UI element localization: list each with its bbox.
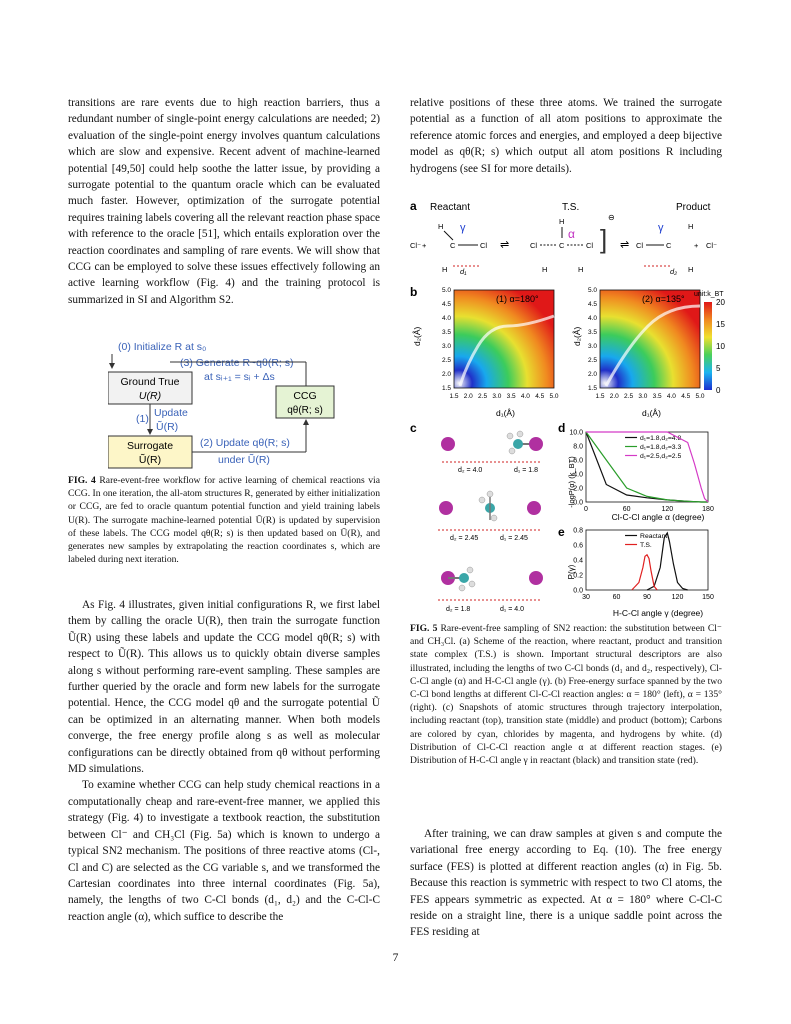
fig4-init: (0) Initialize R at s₀ xyxy=(118,341,207,353)
fes-y-tick: 4.5 xyxy=(587,301,597,308)
c-top-d1: d₁ = 1.8 xyxy=(514,467,538,474)
ts-h-bottom: H xyxy=(542,265,548,274)
d2-label-product: d₂ xyxy=(670,267,678,276)
ts-h-top: H xyxy=(559,217,565,226)
fes-y-tick: 4.0 xyxy=(441,315,451,322)
y-tick-label: 10.0 xyxy=(569,429,583,437)
y-tick-label: 0.8 xyxy=(573,527,583,535)
product-h-bottom: H xyxy=(688,265,694,274)
figure-5 xyxy=(408,196,726,620)
equilibrium-arrow-1: ⇌ xyxy=(500,239,510,251)
fes-x-tick: 2.5 xyxy=(624,393,634,400)
y-tick-label: 0.6 xyxy=(573,542,583,550)
page-number: 7 xyxy=(392,952,399,964)
paragraph: transitions are rare events due to high reaction barriers, thus a redundant number of single-point energy calculations are needed; 2) evaluation of the single-point energy involves quantum calculations which are slow and expensive. Recent advent of machine-learned potential [49,50] could help soothe the latter issue, by providing a surrogate potential to the quantum oracle which can be evaluated much faster. However, optimization of the surrogate potential requires training labels covering all the relevant reaction phase space with reference to the oracle [51], which entails exploration over the reaction coordinates and sampling of rare events. We will show that CCG can be employed to solve these issues effectively following an active learning workflow (Fig. 4) and the training protocol is summarized in SI and Algorithm S2. xyxy=(68,97,380,306)
d1-label-reactant: d₁ xyxy=(460,267,467,276)
series-line xyxy=(586,432,708,502)
x-tick-label: 120 xyxy=(661,506,674,513)
c-bot-d1: d₁ = 4.0 xyxy=(500,606,524,613)
paragraph: After training, we can draw samples at given s and compute the variational free energy according to Eq. (10). The free energy surface (FES) is plotted at different reaction angles (α) in Fig. 5b. Because this reaction is symmetric with respect to two Cl atoms, the FES appears symmetric as expected. At α = 180° where C-Cl-C reside on a straight line, there is a unique saddle point across the FES residing at xyxy=(410,828,722,939)
x-tick-label: 90 xyxy=(643,594,651,601)
right-column-top xyxy=(410,95,722,177)
y-tick-label: 6.0 xyxy=(573,457,583,465)
fes-x-tick: 5.0 xyxy=(549,393,559,400)
figure-4-workflow xyxy=(108,338,338,473)
gamma-label-reactant: γ xyxy=(460,222,466,234)
fes1-label: (1) α=180° xyxy=(496,294,539,304)
c-mid-d2: d₂ = 2.45 xyxy=(450,535,479,542)
left-column-top xyxy=(68,95,380,308)
legend-label: T.S. xyxy=(640,542,652,549)
ground-true-label: Ground True xyxy=(120,376,180,388)
series-line xyxy=(632,555,657,590)
fes-y-tick: 4.5 xyxy=(441,301,451,308)
fes-y-tick: 3.5 xyxy=(441,329,451,336)
reaction-scheme xyxy=(410,213,717,276)
fes-y-tick: 1.5 xyxy=(441,385,451,392)
fig4-update2: (2) Update qθ(R; s) xyxy=(200,437,290,449)
colorbar-tick: 0 xyxy=(716,386,721,395)
surrogate-label: Surrogate xyxy=(126,440,174,452)
right-column-bottom xyxy=(410,826,722,941)
fig4-caption-label: FIG. 4 xyxy=(68,475,96,486)
figure-5-caption xyxy=(410,622,722,767)
fes-plot-1 xyxy=(454,290,554,388)
series-line xyxy=(586,432,708,502)
y-tick-label: 0.0 xyxy=(573,587,583,595)
left-column-bottom xyxy=(68,597,380,925)
x-tick-label: 150 xyxy=(702,594,714,601)
fes-x-tick: 3.0 xyxy=(638,393,648,400)
ground-true-fn: U(R) xyxy=(138,390,162,402)
x-tick-label: 120 xyxy=(671,594,684,601)
y-tick-label: 8.0 xyxy=(573,443,583,451)
y-tick-label: 2.0 xyxy=(573,485,583,493)
colorbar-tick: 10 xyxy=(716,342,725,351)
fes-x-tick: 4.0 xyxy=(520,393,530,400)
legend-label: d₁=1.8,d₂=3.3 xyxy=(640,444,682,451)
fes-y-tick: 3.0 xyxy=(441,343,451,350)
ccg-fn: qθ(R; s) xyxy=(287,405,323,416)
fes1-xlabel: d₁(Å) xyxy=(496,408,515,418)
y-tick-label: 0.4 xyxy=(573,557,583,565)
x-tick-label: 30 xyxy=(582,594,590,601)
paragraph: relative positions of these three atoms. We trained the surrogate potential as a function of all atom positions to approximate the reference atomic forces and energies, and employed a deep bijective model as qθ(R; s) which output all atom positions R including hydrogens (see SI for more details). xyxy=(410,97,722,175)
fes-x-tick: 4.5 xyxy=(535,393,545,400)
snapshot-product xyxy=(438,567,543,613)
fes-x-tick: 4.5 xyxy=(681,393,691,400)
reactant-c: C xyxy=(450,241,456,250)
legend-label: d₁=2.5,d₂=2.5 xyxy=(640,453,682,460)
fes-x-tick: 1.5 xyxy=(449,393,459,400)
fig4-generate: (3) Generate R~qθ(R; s) xyxy=(180,357,294,369)
plot-frame xyxy=(586,432,708,502)
panel-a-label: a xyxy=(410,199,417,213)
gamma-label-product: γ xyxy=(658,222,664,234)
snapshot-reactant xyxy=(441,431,543,474)
colorbar-tick: 15 xyxy=(716,320,725,329)
ts-bracket: ] xyxy=(600,224,608,254)
fig4-update1-num: (1) xyxy=(136,413,149,425)
plus-sign: + xyxy=(422,241,427,250)
e-xlabel: H-C-Cl angle γ (degree) xyxy=(612,608,704,618)
product-plus: + xyxy=(694,241,699,250)
fes-x-tick: 2.0 xyxy=(463,393,473,400)
c-top-d2: d₂ = 4.0 xyxy=(458,467,483,474)
fig5-caption-label: FIG. 5 xyxy=(410,623,438,634)
fig4-update1-fn: Ũ(R) xyxy=(156,421,179,433)
fig4-under: under Ũ(R) xyxy=(218,454,270,466)
series-line xyxy=(586,432,708,502)
chart-e xyxy=(573,528,714,602)
panel-c-label: c xyxy=(410,421,417,435)
x-tick-label: 180 xyxy=(702,506,714,513)
e-ylabel: P(γ) xyxy=(567,564,576,580)
fes-x-tick: 3.0 xyxy=(492,393,502,400)
colorbar xyxy=(704,302,712,390)
product-cl-minus: Cl⁻ xyxy=(706,241,718,250)
fes-y-tick: 5.0 xyxy=(587,287,597,294)
reactant-title: Reactant xyxy=(430,202,471,213)
fes-y-tick: 3.0 xyxy=(587,343,597,350)
reactant-h-top: H xyxy=(438,222,444,231)
fes-y-tick: 2.0 xyxy=(441,371,451,378)
alpha-label: α xyxy=(568,227,575,241)
colorbar-tick: 20 xyxy=(716,298,725,307)
ts-h-bottom-right: H xyxy=(578,265,584,274)
ts-cl-left: Cl xyxy=(530,241,538,250)
panel-e-label: e xyxy=(558,525,565,539)
fes-y-tick: 2.5 xyxy=(441,357,451,364)
fig5-caption-text: Rare-event-free sampling of SN2 reaction: the substitution between Cl⁻ and CH₃Cl. (a) Scheme of the reaction, where reactant, product and transition state complex (T.S.) is shown. Important structural descriptors are also illustrated, including the lengths of two C-Cl bonds (d₁ and d₂, respectively), Cl-C-Cl angle (α) and H-C-Cl angle (γ). (b) Free-energy surface spanned by the two C-Cl bond lengths at different Cl-C-Cl reaction angles: α = 180° (left), α = 135° (right). (c) Snapshots of atomic structures through trajectory interpolation, including reactant (top), transition state (middle) and product (bottom); Carbons are colored by cyan, chlorides by magenta, and hydrogens by white. (d) Distribution of Cl-C-Cl reaction angle α at different reaction stages. (e) Distribution of H-C-Cl angle γ in reactant (black) and transition state (red). xyxy=(410,623,722,767)
fes1-ylabel: d₂(Å) xyxy=(412,326,422,346)
fig4-caption-text: Rare-event-free workflow for active learning of chemical reactions via CCG. In one iteration, the all-atom structures R, generated by either initialization or CCG, are fed to oracle quantum potential function and yield training labels U(R). The surrogate machine-learned potential Ũ(R) is updated by supervision of these labels. The CCG model qθ(R; s) is then updated based on Ũ(R), and generates new samples by extrapolating the reaction coordinates s, which are labeled during next iteration. xyxy=(68,475,380,566)
ccg-label: CCG xyxy=(293,390,317,402)
fes-x-tick: 3.5 xyxy=(652,393,662,400)
legend-label: Reactant xyxy=(640,533,668,540)
fig4-at-s: at sᵢ₊₁ = sᵢ + Δs xyxy=(204,371,275,383)
panel-b-label: b xyxy=(410,285,418,299)
colorbar-ticks xyxy=(716,298,725,395)
panel-d-label: d xyxy=(558,421,566,435)
ts-cl-right: Cl xyxy=(586,241,594,250)
colorbar-tick: 5 xyxy=(716,364,721,373)
x-tick-label: 60 xyxy=(622,506,631,513)
d-xlabel: Cl-C-Cl angle α (degree) xyxy=(611,512,705,522)
fes-y-tick: 5.0 xyxy=(441,287,451,294)
fes2-label: (2) α=135° xyxy=(642,294,685,304)
colorbar-unit: unit:k_BT xyxy=(694,291,724,298)
d-ylabel: -logP(α) (k_BT) xyxy=(567,456,576,508)
snapshot-ts xyxy=(438,491,542,542)
c-bot-d2: d₂ = 1.8 xyxy=(446,606,471,613)
product-c: C xyxy=(666,241,672,250)
ts-title: T.S. xyxy=(562,202,580,213)
fes2-ylabel: d₂(Å) xyxy=(572,326,582,346)
reactant-cl-minus: Cl⁻ xyxy=(410,241,422,250)
fes-y-tick: 2.5 xyxy=(587,357,597,364)
c-mid-d1: d₁ = 2.45 xyxy=(500,535,528,542)
fes-x-tick: 3.5 xyxy=(506,393,516,400)
fes-x-tick: 5.0 xyxy=(695,393,705,400)
ts-charge: ⊖ xyxy=(608,213,615,222)
paragraph: As Fig. 4 illustrates, given initial configurations R, we first label them by calling the oracle U(R), then train the surrogate function Ũ(R) using these labels and update the CCG model qθ(R; s) with respect to Ũ(R). This allows us to quickly obtain diverse samples along s without performing rare-event sampling. These samples are further queried by the oracle and form new labels for the surrogate potential. Hence, the CCG model qθ and the surrogate potential Ũ can be optimized in an alternating manner. When both models converge, the free energy profile along s as well as molecular configurations can be directly obtained from qθ without performing MD simulations. xyxy=(68,599,380,776)
reactant-cl: Cl xyxy=(480,241,488,250)
chart-d xyxy=(569,430,714,514)
fes-x-tick: 2.5 xyxy=(478,393,488,400)
y-tick-label: 4.0 xyxy=(573,471,583,479)
surrogate-fn: Ũ(R) xyxy=(138,454,162,466)
y-tick-label: 0.0 xyxy=(573,499,583,507)
product-cl: Cl xyxy=(636,241,644,250)
fes-x-tick: 2.0 xyxy=(609,393,619,400)
ts-c: C xyxy=(559,241,565,250)
x-tick-label: 60 xyxy=(612,594,621,601)
figure-4-caption xyxy=(68,474,380,566)
product-h-top: H xyxy=(688,222,694,231)
fes-plot-2 xyxy=(600,290,700,388)
x-tick-label: 0 xyxy=(584,506,588,513)
product-title: Product xyxy=(676,202,711,213)
paragraph: To examine whether CCG can help study chemical reactions in a computationally cheap and rare-event-free manner, we applied this strategy (Fig. 4) to investigate a textbook reaction, the substitution between Cl⁻ and CH₃Cl (Fig. 5a) which is known to undergo a typical SN2 mechanism. The positions of three reactive atoms (Cl-, Cl and C) are selected as the CG variable s, and we transformed the Cartesian coordinates into three internal coordinates (Fig. 5a), namely, the lengths of two C-Cl bonds (d₁, d₂) and the C-Cl-C reaction angle (α), which suffice to describe the xyxy=(68,779,380,923)
fes-y-tick: 1.5 xyxy=(587,385,597,392)
fes-x-tick: 1.5 xyxy=(595,393,605,400)
fes-y-tick: 3.5 xyxy=(587,329,597,336)
fes-y-tick: 2.0 xyxy=(587,371,597,378)
fes-y-tick: 4.0 xyxy=(587,315,597,322)
reactant-h-bottom: H xyxy=(442,265,448,274)
fes2-xlabel: d₁(Å) xyxy=(642,408,661,418)
legend-label: d₁=1.8,d₂=4.8 xyxy=(640,435,682,442)
equilibrium-arrow-2: ⇌ xyxy=(620,239,630,251)
fes-x-tick: 4.0 xyxy=(666,393,676,400)
fig4-update1: Update xyxy=(154,407,188,419)
y-tick-label: 0.2 xyxy=(573,572,583,580)
